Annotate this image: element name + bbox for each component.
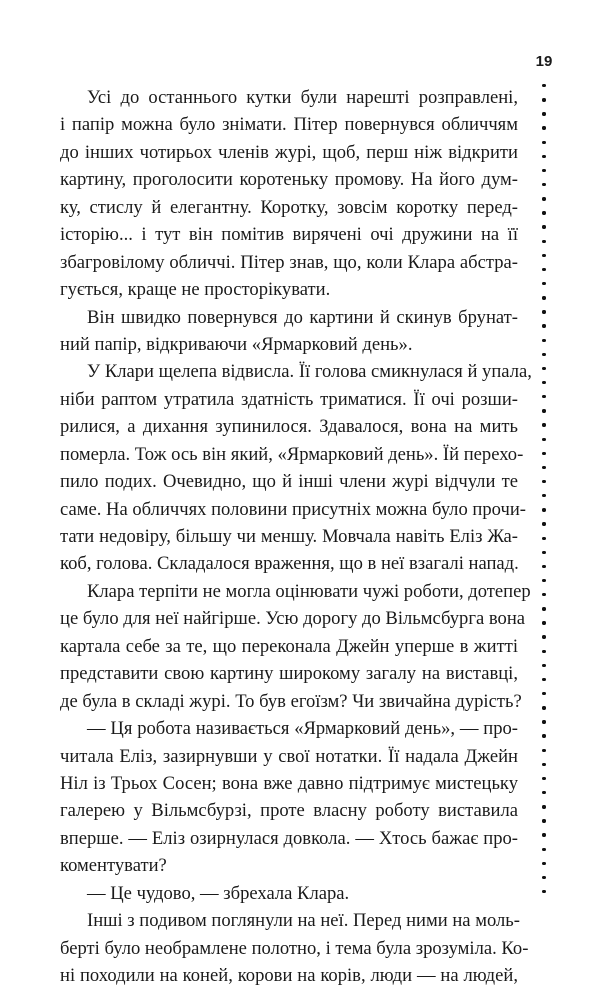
margin-dot — [542, 324, 545, 327]
margin-dot — [542, 593, 545, 596]
text-line: вперше. — Еліз озирнулася довкола. — Хтось бажає про- — [60, 827, 518, 849]
margin-dot — [542, 254, 545, 257]
margin-dot — [542, 749, 545, 752]
margin-dot — [542, 296, 545, 299]
text-line: історію... і тут він помітив вирячені очі дружини на її — [60, 224, 518, 246]
text-line: збагровілому обличчі. Пітер знав, що, коли Клара абстра- — [60, 251, 518, 273]
margin-dot — [542, 480, 545, 483]
margin-dot — [542, 126, 545, 129]
margin-dot — [542, 310, 545, 313]
text-line: — Ця робота називається «Ярмарковий день», — про- — [87, 718, 518, 740]
margin-dot — [542, 876, 545, 879]
text-line: гується, краще не просторікувати. — [60, 279, 331, 301]
margin-dot — [542, 282, 545, 285]
text-line: Інші з подивом поглянули на неї. Перед ними на моль- — [87, 910, 520, 932]
margin-dot — [542, 777, 545, 780]
margin-dot — [542, 635, 545, 638]
text-line: берті було необрамлене полотно, і тема була зрозуміла. Ко- — [60, 937, 529, 959]
text-line: до інших чотирьох членів журі, щоб, перш ніж відкрити — [60, 141, 518, 163]
margin-dot — [542, 240, 545, 243]
margin-dot — [542, 819, 545, 822]
margin-dot — [542, 367, 545, 370]
text-line: картала себе за те, що переконала Джейн уперше в житті — [60, 635, 518, 657]
text-line: представити свою картину широкому загалу на виставці, — [60, 663, 518, 685]
margin-dot — [542, 381, 545, 384]
text-line: Усі до останнього кутки були нарешті розправлені, — [87, 87, 518, 108]
text-line: ніби раптом утратила здатність триматися. Її очі розши- — [60, 388, 518, 410]
text-line: померла. Тож ось він який, «Ярмарковий день». Їй перехо- — [60, 443, 524, 465]
margin-dot — [542, 650, 545, 653]
margin-dot — [542, 621, 545, 624]
margin-dot — [542, 466, 545, 469]
text-line: саме. На обличчях половини присутніх можна було прочи- — [60, 498, 526, 520]
text-line: і папір можна було знімати. Пітер повернувся обличчям — [60, 114, 518, 136]
margin-dot — [542, 395, 545, 398]
margin-dot — [542, 565, 545, 568]
text-line: рилися, а дихання зупинилося. Здавалося, вона на мить — [60, 416, 518, 438]
text-line: У Клари щелепа відвисла. Її голова смикнулася й упала, — [87, 361, 532, 383]
text-line: пило подих. Очевидно, що й інші члени журі відчули те — [60, 471, 518, 493]
margin-dot — [542, 763, 545, 766]
text-line: Клара терпіти не могла оцінювати чужі роботи, дотепер — [87, 580, 531, 602]
text-line: — Це чудово, — збрехала Клара. — [87, 882, 350, 904]
margin-dot — [542, 579, 545, 582]
margin-dot — [542, 84, 545, 87]
margin-dot — [542, 112, 545, 115]
text-line: коб, голова. Складалося враження, що в неї взагалі напад. — [60, 553, 519, 575]
margin-dot — [542, 409, 545, 412]
margin-dot — [542, 890, 545, 893]
text-line: читала Еліз, зазирнувши у свої нотатки. Її надала Джейн — [60, 745, 518, 767]
text-line: Він швидко повернувся до картини й скинув брунат- — [87, 306, 518, 328]
text-line: коментувати? — [60, 855, 167, 877]
margin-dot — [542, 607, 545, 610]
margin-dot — [542, 508, 545, 511]
margin-dot — [542, 833, 545, 836]
text-line: Ніл із Трьох Сосен; вона вже давно підтримує мистецьку — [60, 772, 518, 794]
margin-dot — [542, 734, 545, 737]
margin-dot — [542, 211, 545, 214]
margin-dot — [542, 268, 545, 271]
margin-dot — [542, 692, 545, 695]
margin-dot — [542, 848, 545, 851]
margin-dot — [542, 720, 545, 723]
margin-dot — [542, 183, 545, 186]
margin-dot — [542, 155, 545, 158]
margin-dot — [542, 438, 545, 441]
margin-dot — [542, 862, 545, 865]
margin-dot — [542, 537, 545, 540]
text-line: це було для неї найгірше. Усю дорогу до Вільмсбурга вона — [60, 608, 526, 630]
margin-dot — [542, 678, 545, 681]
margin-dot — [542, 98, 545, 101]
text-line: де була в складі журі. То був егоїзм? Чи звичайна дурість? — [60, 690, 522, 712]
text-line: тати недовіру, більшу чи меншу. Мовчала навіть Еліз Жа- — [60, 526, 518, 547]
margin-dot — [542, 169, 545, 172]
margin-dot — [542, 805, 545, 808]
margin-dot — [542, 791, 545, 794]
text-line: ні походили на коней, корови на корів, люди — на людей, — [60, 965, 518, 986]
margin-dot — [542, 522, 545, 525]
margin-dot — [542, 423, 545, 426]
text-line: ний папір, відкриваючи «Ярмарковий день». — [60, 333, 413, 355]
margin-dot — [542, 452, 545, 455]
text-line: галерею у Вільмсбурзі, проте власну роботу виставила — [60, 800, 518, 822]
margin-dot — [542, 197, 545, 200]
margin-dot — [542, 353, 545, 356]
margin-dot — [542, 706, 545, 709]
margin-dot — [542, 225, 545, 228]
margin-dot — [542, 141, 545, 144]
page-number: 19 — [535, 53, 553, 70]
margin-dot — [542, 551, 545, 554]
margin-dot — [542, 339, 545, 342]
text-line: картину, проголосити коротеньку промову. На його дум- — [60, 169, 518, 191]
margin-dot — [542, 494, 545, 497]
margin-dot — [542, 664, 545, 667]
body-text — [60, 84, 532, 989]
dotted-margin-rule — [539, 84, 549, 894]
text-line: ку, стислу й елегантну. Коротку, зовсім коротку перед- — [60, 196, 518, 218]
